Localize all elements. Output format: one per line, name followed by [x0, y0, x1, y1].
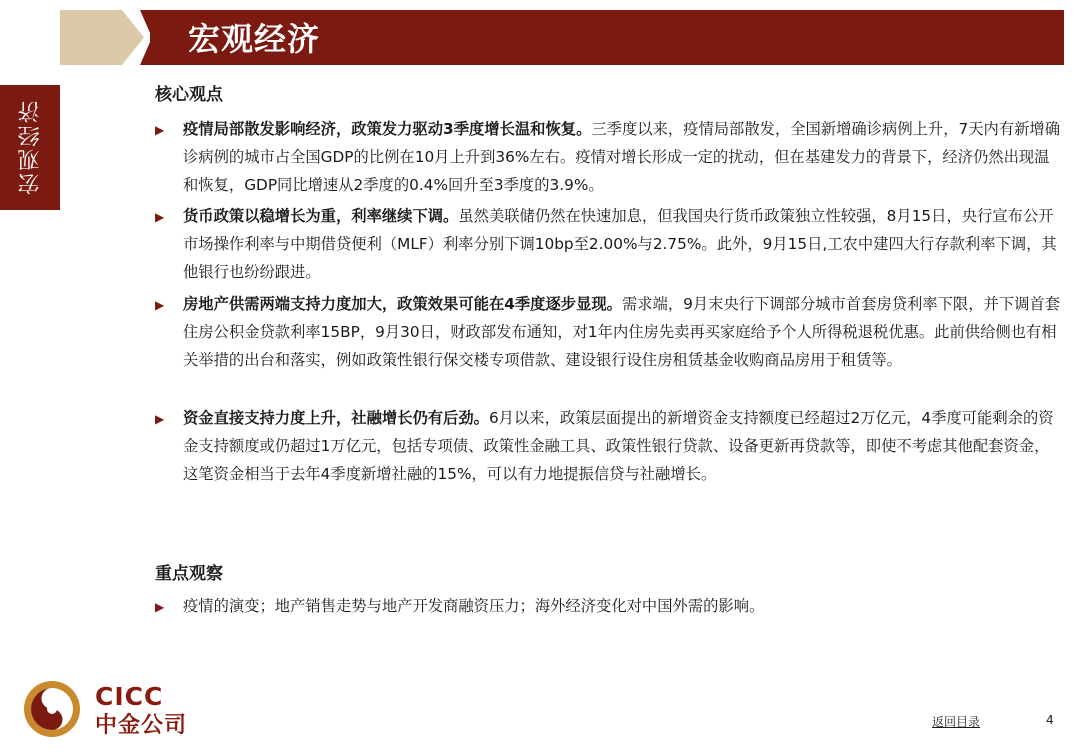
core-bullet-4 — [155, 404, 1060, 488]
logo-text-en: CICC — [95, 682, 164, 711]
page-number: 4 — [1046, 713, 1054, 727]
triangle-right-icon: ▶ — [155, 123, 165, 137]
focus-bullet-1 — [155, 592, 1060, 620]
core-bullet-1 — [155, 115, 1060, 199]
bullet-lead: 疫情局部散发影响经济，政策发力驱动3季度增长温和恢复。 — [183, 120, 592, 138]
bullet-text: 6月以来，政策层面提出的新增资金支持额度已经超过2万亿元，4季度可能剩余的资金支持额度或仍超过1万亿元，包括专项债、政策性金融工具、政策性银行贷款、设备更新再贷款等，即使不考虑其他配套资金，这笔资金相当于去年4季度新增社融的15%，可以有力地提振信贷与社融增长。 — [183, 409, 1054, 483]
cicc-logo-icon — [22, 679, 82, 739]
core-bullet-2 — [155, 202, 1060, 286]
triangle-right-icon: ▶ — [155, 210, 165, 224]
side-tab-label: 宏观经济 — [18, 99, 43, 196]
core-views-heading: 核心观点 — [155, 85, 223, 105]
triangle-right-icon: ▶ — [155, 412, 165, 426]
bullet-text: 虽然美联储仍然在快速加息，但我国央行货币政策独立性较强，8月15日，央行宣布公开市场操作利率与中期借贷便利（MLF）利率分别下调10bp至2.00%与2.75%。此外，9月15日,工农中建四大行存款利率下调，其他银行也纷纷跟进。 — [183, 207, 1057, 281]
page-title: 宏观经济 — [188, 20, 321, 58]
core-bullet-3 — [155, 290, 1060, 374]
bullet-lead: 资金直接支持力度上升，社融增长仍有后劲。 — [183, 409, 489, 427]
bullet-text: 疫情的演变；地产销售走势与地产开发商融资压力；海外经济变化对中国外需的影响。 — [183, 597, 765, 615]
triangle-right-icon: ▶ — [155, 600, 165, 614]
bullet-text: 三季度以来，疫情局部散发，全国新增确诊病例上升，7天内有新增确诊病例的城市占全国GDP的比例在10月上升到36%左右。疫情对增长形成一定的扰动，但在基建发力的背景下，经济仍然出现温和恢复，GDP同比增速从2季度的0.4%回升至3季度的3.9%。 — [183, 120, 1061, 194]
title-bar-notch — [140, 10, 162, 65]
triangle-right-icon: ▶ — [155, 298, 165, 312]
back-to-contents-link[interactable]: 返回目录 — [932, 715, 981, 729]
bullet-lead: 房地产供需两端支持力度加大，政策效果可能在4季度逐步显现。 — [183, 295, 622, 313]
bullet-text: 需求端，9月末央行下调部分城市首套房贷利率下限，并下调首套住房公积金贷款利率15BP，9月30日，财政部发布通知，对1年内住房先卖再买家庭给予个人所得税退税优惠。此前供给侧也有相关举措的出台和落实，例如政策性银行保交楼专项借款、建设银行设住房租赁基金收购商品房用于租赁等。 — [183, 295, 1061, 369]
logo-text-cn: 中金公司 — [95, 713, 188, 738]
bullet-lead: 货币政策以稳增长为重，利率继续下调。 — [183, 207, 459, 225]
focus-heading: 重点观察 — [155, 564, 223, 584]
